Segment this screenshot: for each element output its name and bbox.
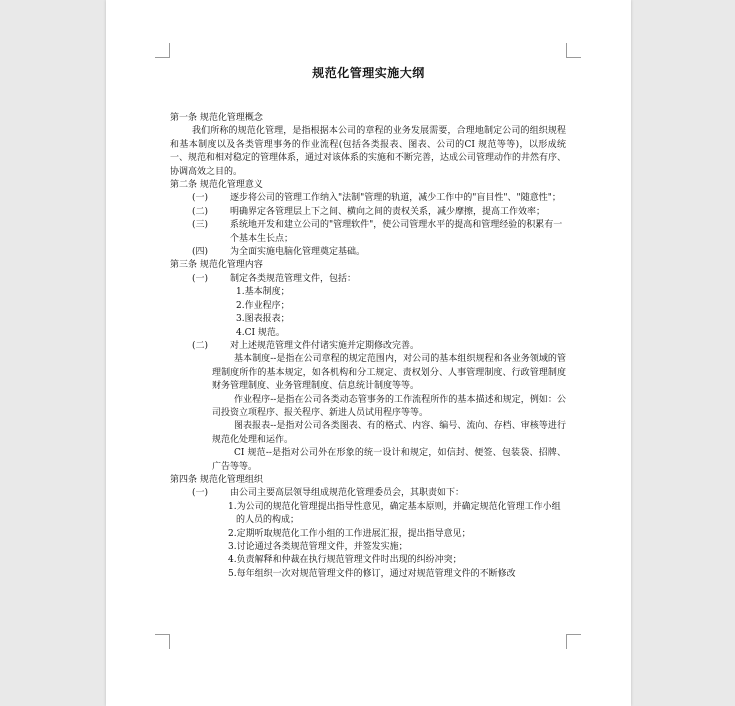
item-text: 明确界定各管理层上下之间、横向之间的责权关系，减少摩擦，提高工作效率； bbox=[230, 206, 546, 217]
sub-item: 1.为公司的规范化管理提出指导性意见，确定基本原则，并确定规范化管理工作小组的人员的构成； bbox=[228, 501, 561, 526]
item-text: 对上述规范管理文件付诸实施并定期修改完善。 bbox=[230, 340, 420, 351]
article-1-body: 我们所称的规范化管理，是指根据本公司的章程的业务发展需要，合理地制定公司的组织规程和基本制度以及各类管理事务的作业流程(包括各类报表、图表、公司的CI 规范等等)，以形成统一、规范和相对稳定的管理体系，通过对该体系的实施和不断完善，达成公司管理动作的井然有序、协调高效之目的。 bbox=[170, 126, 567, 177]
sub-item: 5.每年组织一次对规范管理文件的修订，通过对规范管理文件的不断修改 bbox=[228, 568, 516, 579]
article-1-heading: 第一条 规范化管理概念 bbox=[170, 113, 263, 123]
item-number: (一) bbox=[192, 193, 209, 204]
item-number: (二) bbox=[192, 340, 209, 351]
sub-item: 4.负责解释和仲裁在执行规范管理文件时出现的纠纷冲突； bbox=[228, 555, 462, 566]
item-text: 制定各类规范管理文件，包括： bbox=[230, 273, 357, 284]
crop-mark-bottom-right bbox=[566, 634, 581, 649]
sub-item: 3.讨论通过各类规范管理文件，并签发实施； bbox=[228, 542, 408, 552]
sub-item: 3.图表报表； bbox=[236, 314, 290, 325]
sub-item: 4.CI 规范。 bbox=[236, 327, 285, 338]
item-text: 逐步将公司的管理工作纳入"法制"管理的轨道，减少工作中的"盲目性"、"随意性"； bbox=[230, 193, 561, 204]
detail-paragraph: 图表报表--是指对公司各类图表、有的格式、内容、编号、流向、存档、审核等进行规范化处理和运作。 bbox=[212, 421, 566, 445]
crop-mark-bottom-left bbox=[155, 634, 170, 649]
detail-paragraph: 作业程序--是指在公司各类动态管事务的工作流程所作的基本描述和规定，例如：公司投资立项程序、报关程序、新进人员试用程序等等。 bbox=[212, 394, 566, 418]
article-2-heading: 第二条 规范化管理意义 bbox=[170, 180, 263, 191]
item-text: 系统地开发和建立公司的"管理软件"，使公司管理水平的提高和管理经验的积累有一个基本生长点； bbox=[230, 220, 563, 244]
item-number: (二) bbox=[192, 206, 209, 217]
article-3-item bbox=[170, 273, 566, 286]
article-3-heading: 第三条 规范化管理内容 bbox=[170, 260, 263, 271]
document-page bbox=[106, 0, 631, 706]
article-2-item bbox=[170, 206, 566, 219]
article-4-heading: 第四条 规范化管理组织 bbox=[170, 474, 263, 485]
crop-mark-top-left bbox=[155, 43, 170, 58]
item-number: (四) bbox=[192, 247, 209, 258]
document-title: 规范化管理实施大纲 bbox=[312, 66, 425, 80]
article-2-item bbox=[170, 219, 566, 246]
item-number: (三) bbox=[192, 220, 209, 231]
article-4-item bbox=[170, 487, 566, 500]
item-number: (一) bbox=[192, 273, 209, 284]
crop-mark-top-right bbox=[566, 43, 581, 58]
article-2-item bbox=[170, 192, 566, 205]
article-3-item bbox=[170, 340, 566, 353]
item-text: 为全面实施电脑化管理奠定基础。 bbox=[230, 247, 366, 258]
article-2-item bbox=[170, 246, 566, 259]
document-body bbox=[170, 112, 566, 581]
item-number: (一) bbox=[192, 488, 209, 499]
detail-paragraph: 基本制度--是指在公司章程的规定范围内，对公司的基本组织规程和各业务领域的管理制度所作的基本规定，如各机构和分工规定、责权划分、人事管理制度、行政管理制度财务管理制度、业务管理制度、信息统计制度等等。 bbox=[212, 354, 566, 392]
item-text: 由公司主要高层领导组成规范化管理委员会，其职责如下： bbox=[230, 488, 465, 499]
sub-item: 1.基本制度； bbox=[236, 287, 290, 298]
detail-paragraph: CI 规范--是指对公司外在形象的统一设计和规定，如信封、便签、包装袋、招牌、广告等等。 bbox=[212, 448, 566, 472]
sub-item: 2.定期听取规范化工作小组的工作进展汇报，提出指导意见； bbox=[228, 528, 471, 539]
sub-item: 2.作业程序； bbox=[236, 300, 290, 311]
